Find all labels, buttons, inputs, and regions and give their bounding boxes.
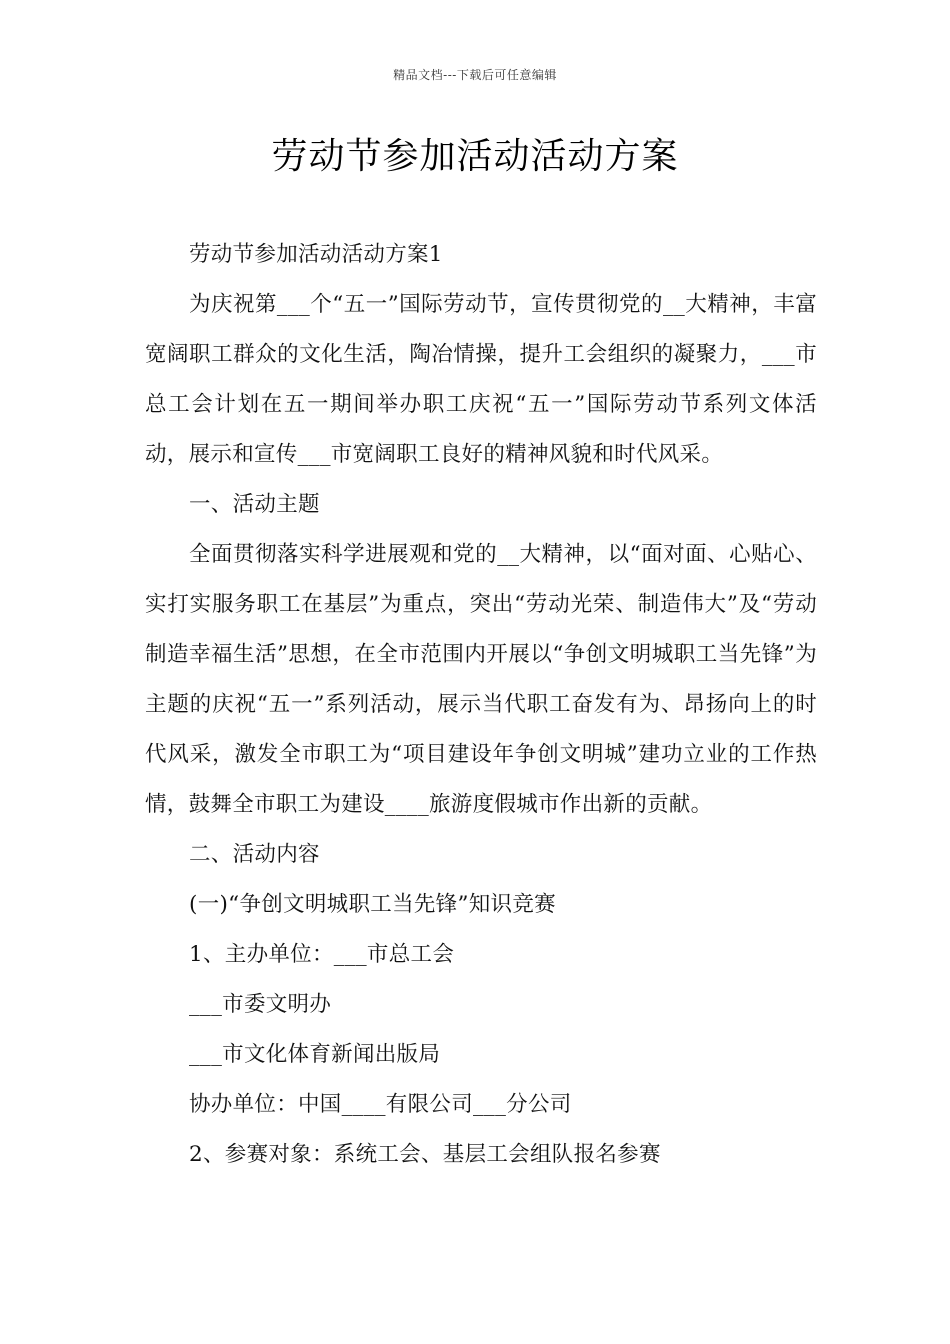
document-title: 劳动节参加活动活动方案: [271, 136, 679, 177]
section-heading: 二、活动内容: [189, 842, 320, 867]
section-heading: 劳动节参加活动活动方案1: [189, 242, 443, 267]
section-heading: 一、活动主题: [189, 492, 320, 517]
list-item: 协办单位：中国____有限公司___分公司: [189, 1092, 572, 1117]
paragraph-theme: 全面贯彻落实科学进展观和党的__大精神，以“面对面、心贴心、实打实服务职工在基层”为重点，突出“劳动光荣、制造伟大”及“劳动制造幸福生活”思想，在全市范围内开展以“争创文明城职工当先锋”为主题的庆祝“五一”系列活动，展示当代职工奋发有为、昂扬向上的时代风采，激发全市职工为“项目建设年争创文明城”建功立业的工作热情，鼓舞全市职工为建设____旅游度假城市作出新的贡献。: [145, 542, 817, 817]
header-note: 精品文档---下载后可任意编辑: [393, 68, 557, 82]
paragraph-intro: 为庆祝第___个“五一”国际劳动节，宣传贯彻党的__大精神，丰富宽阔职工群众的文化生活，陶冶情操，提升工会组织的凝聚力，___市总工会计划在五一期间举办职工庆祝“五一”国际劳动节系列文体活动，展示和宣传___市宽阔职工良好的精神风貌和时代风采。: [145, 292, 817, 467]
list-item: ___市文化体育新闻出版局: [189, 1042, 441, 1067]
document-body: [145, 230, 817, 1180]
list-item: 2、参赛对象：系统工会、基层工会组队报名参赛: [189, 1142, 661, 1167]
list-item: 1、主办单位：___市总工会: [189, 942, 455, 967]
list-item: ___市委文明办: [189, 992, 332, 1017]
subsection-heading: (一)“争创文明城职工当先锋”知识竞赛: [189, 892, 556, 917]
